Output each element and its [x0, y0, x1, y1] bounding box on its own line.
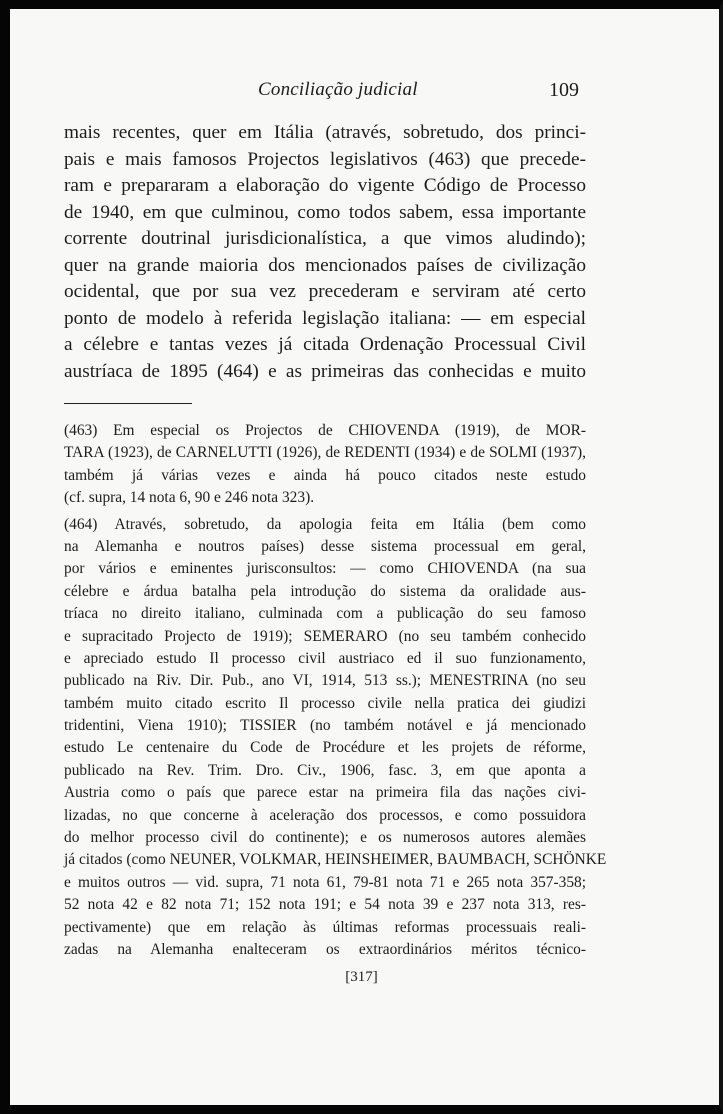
body-line: quer na grande maioria dos mencionados países de civilização: [64, 254, 586, 276]
body-line: pais e mais famosos Projectos legislativos (463) que precede-: [64, 148, 586, 170]
footnote-line: (cf. supra, 14 nota 6, 90 e 246 nota 323).: [64, 489, 315, 507]
body-text: [64, 120, 586, 385]
body-line: austríaca de 1895 (464) e as primeiras das conhecidas e muito: [64, 360, 586, 382]
footnote-line: publicado na Rev. Trim. Dro. Civ., 1906, fasc. 3, em que aponta a: [64, 761, 586, 779]
footnote-line: (463) Em especial os Projectos de CHIOVENDA (1919), de MOR-: [64, 422, 586, 439]
footnote-line: célebre e árdua batalha pela introdução do sistema da oralidade aus-: [64, 582, 586, 600]
folio: [317]: [345, 969, 378, 985]
body-line: de 1940, em que culminou, como todos sabem, essa importante: [64, 201, 586, 223]
footnote-line: TARA (1923), de CARNELUTTI (1926), de REDENTI (1934) e de SOLMI (1937),: [64, 444, 586, 462]
footnote-line: e muitos outros — vid. supra, 71 nota 61, 79-81 nota 71 e 265 nota 357-358;: [64, 873, 586, 891]
footnote-line: Austria como o país que parece estar na primeira fila das nações civi-: [64, 784, 586, 802]
footnote-line: estudo Le centenaire du Code de Procédure et les projets de réforme,: [64, 739, 586, 757]
footnote-line: já citados (como NEUNER, VOLKMAR, HEINSHEIMER, BAUMBACH, SCHÖNKE: [64, 851, 607, 869]
footnote-line: do melhor processo civil do continente); e os numerosos autores alemães: [64, 829, 586, 847]
page-number: 109: [549, 79, 579, 101]
footnote-line: por vários e eminentes jurisconsultos: — como CHIOVENDA (na sua: [64, 560, 586, 578]
footnote-line: também já várias vezes e ainda há pouco citados neste estudo: [64, 466, 586, 484]
footnote-line: e apreciado estudo Il processo civil austriaco ed il suo funzionamento,: [64, 649, 586, 667]
footnote-line: lizadas, no que concerne à aceleração dos processos, e como possuidora: [64, 806, 586, 824]
footnote-line: zadas na Alemanha enalteceram os extraordinários méritos técnico-: [64, 940, 586, 958]
footnote-rule: [64, 403, 192, 404]
body-line: mais recentes, quer em Itália (através, sobretudo, dos princi-: [64, 122, 586, 143]
body-line: ponto de modelo à referida legislação italiana: — em especial: [64, 307, 586, 329]
body-line: a célebre e tantas vezes já citada Ordenação Processual Civil: [64, 334, 586, 355]
footnote-line: na Alemanha e noutros países) desse sistema processual em geral,: [64, 537, 586, 555]
footnotes: [64, 420, 607, 961]
body-line: ocidental, que por sua vez precederam e serviram até certo: [64, 281, 586, 302]
footnote-line: e supracitado Projecto de 1919); SEMERARO (no seu também conhecido: [64, 627, 586, 645]
footnote-line: tridentini, Viena 1910); TISSIER (no também notável e já mencionado: [64, 717, 586, 735]
footnote-line: 52 nota 42 e 82 nota 71; 152 nota 191; e 54 nota 39 e 237 nota 313, res-: [64, 896, 586, 914]
footnote-line: tríaca no direito italiano, culminada com a publicação do seu famoso: [64, 605, 586, 623]
running-title: Conciliação judicial: [258, 79, 418, 100]
footnote-line: publicado na Riv. Dir. Pub., ano VI, 1914, 513 ss.); MENESTRINA (no seu: [64, 672, 586, 690]
footnote-line: pectivamente) que em relação às últimas reformas processuais reali-: [64, 918, 586, 936]
footnote-463: [64, 420, 586, 510]
body-line: ram e prepararam a elaboração do vigente Código de Processo: [64, 175, 586, 196]
footnote-line: também muito citado escrito Il processo civile nella pratica dei giudizi: [64, 694, 586, 712]
body-line: corrente doutrinal jurisdicionalística, a que vimos aludindo);: [64, 228, 586, 249]
footnote-line: (464) Através, sobretudo, da apologia feita em Itália (bem como: [64, 515, 586, 533]
footnote-464: [64, 514, 607, 962]
running-head: [0, 79, 723, 103]
